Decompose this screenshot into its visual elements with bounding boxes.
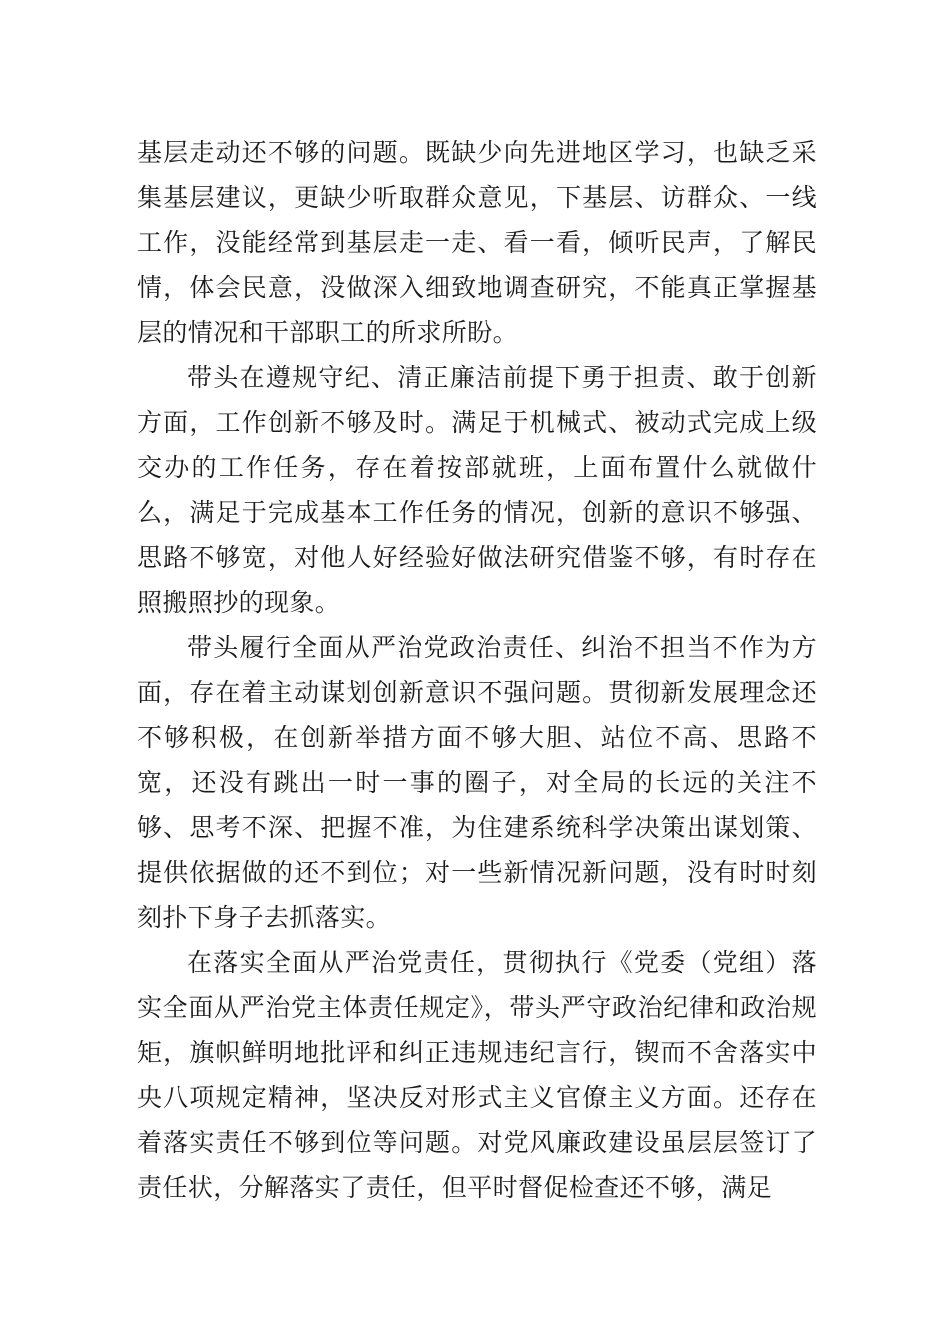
paragraph-1: 基层走动还不够的问题。既缺少向先进地区学习，也缺乏采集基层建议，更缺少听取群众意见，下基层、访群众、一线工作，没能经常到基层走一走、看一看，倾听民声，了解民情，体会民意，没做深入细致地调查研究，不能真正掌握基层的情况和干部职工的所求所盼。 <box>137 138 817 347</box>
paragraph-4: 在落实全面从严治党责任，贯彻执行《党委（党组）落实全面从严治党主体责任规定》，带头严守政治纪律和政治规矩，旗帜鲜明地批评和纠正违规违纪言行，锲而不舍落实中央八项规定精神，坚决反对形式主义官僚主义方面。还存在着落实责任不够到位等问题。对党风廉政建设虽层层签订了责任状，分解落实了责任，但平时督促检查还不够，满足 <box>137 948 817 1202</box>
document-body <box>137 130 817 1210</box>
paragraph-3: 带头履行全面从严治党政治责任、纠治不担当不作为方面，存在着主动谋划创新意识不强问题。贯彻新发展理念还不够积极，在创新举措方面不够大胆、站位不高、思路不宽，还没有跳出一时一事的圈子，对全局的长远的关注不够、思考不深、把握不准，为住建系统科学决策出谋划策、提供依据做的还不到位；对一些新情况新问题，没有时时刻刻扑下身子去抓落实。 <box>137 633 817 932</box>
paragraph-2: 带头在遵规守纪、清正廉洁前提下勇于担责、敢于创新方面，工作创新不够及时。满足于机械式、被动式完成上级交办的工作任务，存在着按部就班，上面布置什么就做什么，满足于完成基本工作任务的情况，创新的意识不够强、思路不够宽，对他人好经验好做法研究借鉴不够，有时存在照搬照抄的现象。 <box>137 363 817 617</box>
